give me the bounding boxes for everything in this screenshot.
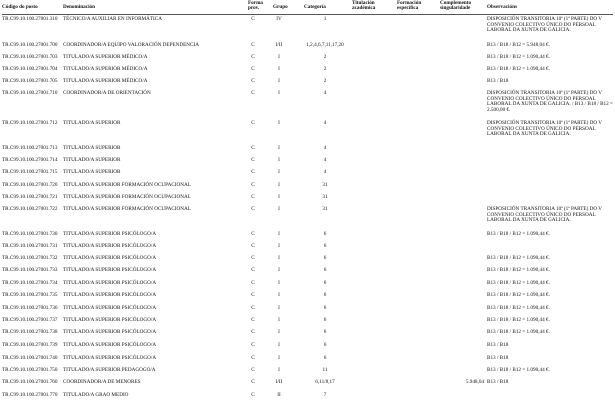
cell-denominacion: TITULADO/A SUPERIOR MÉDICO/A [63,66,148,72]
cell-denominacion: TITULADO/A SUPERIOR [63,157,121,163]
cell-grupo: I [278,231,280,237]
cell-denominacion: TITULADO/A SUPERIOR PSICÓLOGO/A [63,317,157,323]
cell-codigo: TR.C99.10.100.27001.730 [2,231,58,237]
cell-grupo: I [278,66,280,72]
cell-grupo: I [278,120,280,126]
cell-codigo: TR.C99.10.100.27001.733 [2,267,58,273]
cell-observacions: B13 / B18 / B12 = 5.948,04 €. [487,42,550,48]
cell-grupo: I [278,367,280,373]
header-titulacion: Titulación académica [352,0,376,12]
cell-forma: C [251,329,255,335]
header-complemento: Complemento singularidade [440,0,472,12]
cell-forma: C [251,317,255,323]
cell-observacions: B13 / B18 / B12 = 1.090,44 €. [487,367,550,373]
cell-forma: C [251,66,255,72]
cell-observacions: B13 / B18 / B12 = 1.090,44 €. [487,255,550,261]
cell-forma: C [251,90,255,96]
cell-denominacion: TITULADO/A SUPERIOR [63,120,121,126]
cell-grupo: I/II [275,42,283,48]
header-formacion: Formación específica [397,0,422,12]
cell-codigo: TR.C99.10.100.27001.715 [2,169,58,175]
cell-denominacion: COORDINADOR/A DE MENORES [63,379,141,385]
cell-categoria: 4 [323,169,327,175]
cell-grupo: I [278,194,280,200]
cell-denominacion: TITULADO/A SUPERIOR PSICÓLOGO/A [63,342,157,348]
header-forma: Forma prov. [248,0,263,12]
cell-grupo: I [278,182,280,188]
cell-forma: C [251,145,255,151]
cell-forma: C [251,16,255,22]
cell-codigo: TR.C99.10.100.27001.700 [2,42,58,48]
cell-forma: C [251,280,255,286]
cell-categoria: 11 [322,367,328,373]
cell-observacions: B13 / B18 / B12 = 1.090,44 €. [487,305,550,311]
cell-forma: C [251,267,255,273]
header-rule [2,14,613,15]
cell-forma: C [251,255,255,261]
cell-observacions: B13 / B18 / B12 = 1.090,44 €. [487,231,550,237]
cell-codigo: TR.C99.10.100.27001.704 [2,66,58,72]
cell-categoria: 31 [322,194,328,200]
cell-grupo: IV [276,16,282,22]
cell-denominacion: TITULADO/A SUPERIOR PSICÓLOGO/A [63,292,157,298]
cell-grupo: I [278,317,280,323]
cell-observacions: DISPOSICIÓN TRANSITORIA 10ª (1ª PARTE) DO V CONVENIO COLECTIVO ÚNICO DO PERSOAL LABORAL DA XUNTA DE GALICIA. / B13 / B18 / B12 = 2.500,00 €. [487,90,613,113]
cell-denominacion: TITULADO/A SUPERIOR PSICÓLOGO/A [63,255,157,261]
header-grupo: Grupo [273,4,288,10]
cell-categoria: 6 [323,267,327,273]
cell-codigo: TR.C99.10.100.27001.703 [2,54,58,60]
cell-forma: C [251,367,255,373]
cell-forma: C [251,243,255,249]
cell-denominacion: TITULADO/A GRAO MEDIO [63,392,129,398]
cell-denominacion: TITULADO/A SUPERIOR PSICÓLOGO/A [63,267,157,273]
cell-denominacion: TITULADO/A SUPERIOR PSICÓLOGO/A [63,280,157,286]
cell-grupo: I [278,342,280,348]
cell-categoria: 6 [323,305,327,311]
cell-codigo: TR.C99.10.100.27001.722 [2,206,58,212]
cell-denominacion: TITULADO/A SUPERIOR FORMACIÓN OCUPACIONAL [63,182,191,188]
cell-observacions: DISPOSICIÓN TRANSITORIA 10ª (1ª PARTE) DO V CONVENIO COLECTIVO ÚNICO DO PERSOAL LABORAL DA XUNTA DE GALICIA. [487,206,602,224]
cell-observacions: B13 / B18 / B12 = 1.090,44 €. [487,292,550,298]
cell-forma: C [251,231,255,237]
cell-grupo: I [278,157,280,163]
cell-denominacion: TITULADO/A SUPERIOR PSICÓLOGO/A [63,243,157,249]
cell-denominacion: TITULADO/A SUPERIOR PSICÓLOGO/A [63,231,157,237]
cell-grupo: I [278,292,280,298]
cell-denominacion: TITULADO/A SUPERIOR MÉDICO/A [63,78,148,84]
cell-grupo: I [278,169,280,175]
cell-forma: C [251,157,255,163]
header-observacions: Observacións [487,4,517,10]
cell-forma: C [251,78,255,84]
cell-grupo: I [278,243,280,249]
cell-denominacion: TITULADO/A SUPERIOR PSICÓLOGO/A [63,305,157,311]
cell-observacions: DISPOSICIÓN TRANSITORIA 10ª (1ª PARTE) DO V CONVENIO COLECTIVO ÚNICO DO PERSOAL LABORAL DA XUNTA DE GALICIA. [487,16,602,34]
cell-observacions: B13 / B18 [487,355,509,361]
cell-denominacion: TITULADO/A SUPERIOR FORMACIÓN OCUPACIONAL [63,206,191,212]
cell-denominacion: COORDINADOR/A DE ORIENTACIÓN [63,90,151,96]
cell-grupo: II [277,392,281,398]
cell-observacions: B13 / B18 / B12 = 1.090,44 €. [487,54,550,60]
cell-codigo: TR.C99.10.100.27001.735 [2,292,58,298]
cell-denominacion: TÉCNICO/A AUXILIAR EN INFORMÁTICA [63,16,162,22]
cell-grupo: I [278,280,280,286]
cell-categoria: 4 [323,145,327,151]
cell-observacions: DISPOSICIÓN TRANSITORIA 10ª (1ª PARTE) DO V CONVENIO COLECTIVO ÚNICO DO PERSOAL LABORAL DA XUNTA DE GALICIA. [487,120,602,138]
cell-complemento: 5.948,04 [465,379,484,385]
cell-grupo: I [278,329,280,335]
cell-forma: C [251,120,255,126]
cell-observacions: B13 / B18 / B12 = 1.090,44 €. [487,280,550,286]
cell-categoria: 31 [322,182,328,188]
cell-observacions: B13 / B18 [487,342,509,348]
cell-denominacion: TITULADO/A SUPERIOR PSICÓLOGO/A [63,329,157,335]
cell-grupo: I [278,206,280,212]
cell-forma: C [251,206,255,212]
cell-denominacion: COORDINADOR/A EQUIPO VALORACIÓN DEPENDENCIA [63,42,199,48]
cell-grupo: I [278,78,280,84]
cell-forma: C [251,182,255,188]
cell-forma: C [251,169,255,175]
cell-categoria: 2 [323,66,327,72]
cell-categoria: 6 [323,342,327,348]
cell-codigo: TR.C99.10.100.27001.720 [2,182,58,188]
cell-codigo: TR.C99.10.100.27001.732 [2,255,58,261]
cell-denominacion: TITULADO/A SUPERIOR PSICÓLOGO/A [63,355,157,361]
cell-categoria: 6 [323,231,327,237]
cell-observacions: B13 / B18 [487,379,509,385]
cell-forma: C [251,379,255,385]
cell-codigo: TR.C99.10.100.27001.760 [2,379,58,385]
cell-forma: C [251,194,255,200]
cell-codigo: TR.C99.10.100.27001.721 [2,194,58,200]
cell-grupo: I [278,267,280,273]
cell-grupo: I [278,145,280,151]
cell-categoria: 1 [323,16,327,22]
cell-categoria: 31 [322,206,328,212]
cell-categoria: 2 [323,54,327,60]
cell-codigo: TR.C99.10.100.27001.736 [2,305,58,311]
cell-observacions: B13 / B18 / B12 = 1.090,44 €. [487,66,550,72]
header-codigo: Código do posto [2,4,38,10]
cell-forma: C [251,305,255,311]
cell-codigo: TR.C99.10.100.27001.734 [2,280,58,286]
cell-codigo: TR.C99.10.100.27001.770 [2,392,58,398]
cell-codigo: TR.C99.10.100.27001.737 [2,317,58,323]
cell-grupo: I [278,355,280,361]
cell-categoria: 4 [323,90,327,96]
cell-grupo: I [278,90,280,96]
cell-codigo: TR.C99.10.100.27001.750 [2,367,58,373]
cell-codigo: TR.C99.10.100.27001.739 [2,342,58,348]
cell-forma: C [251,392,255,398]
cell-codigo: TR.C99.10.100.27001.710 [2,90,58,96]
cell-denominacion: TITULADO/A SUPERIOR FORMACIÓN OCUPACIONAL [63,194,191,200]
cell-denominacion: TITULADO/A SUPERIOR [63,169,121,175]
cell-forma: C [251,54,255,60]
cell-categoria: 6 [323,317,327,323]
cell-categoria: 2 [323,78,327,84]
cell-codigo: TR.C99.10.100.27001.738 [2,329,58,335]
cell-categoria: 6 [323,292,327,298]
cell-forma: C [251,292,255,298]
cell-observacions: B13 / B18 / B12 = 1.090,44 €. [487,267,550,273]
cell-categoria: 6 [323,329,327,335]
cell-codigo: TR.C99.10.100.27001.705 [2,78,58,84]
cell-categoria: 6 [323,355,327,361]
cell-codigo: TR.C99.10.100.27001.310 [2,16,58,22]
cell-denominacion: TITULADO/A SUPERIOR PEDAGOGO/A [63,367,156,373]
cell-categoria: 6 [323,255,327,261]
cell-grupo: I [278,54,280,60]
cell-categoria: 1,2,4,6,7,11,17,20 [306,42,344,48]
cell-codigo: TR.C99.10.100.27001.714 [2,157,58,163]
cell-denominacion: TITULADO/A SUPERIOR MÉDICO/A [63,54,148,60]
header-denominacion: Denominación [63,4,95,10]
cell-grupo: I [278,305,280,311]
cell-observacions: B13 / B18 [487,78,509,84]
cell-categoria: 6,11/8,17 [315,379,335,385]
cell-forma: C [251,355,255,361]
cell-forma: C [251,42,255,48]
cell-codigo: TR.C99.10.100.27001.740 [2,355,58,361]
cell-observacions: B13 / B18 / B12 = 1.090,44 €. [487,329,550,335]
cell-forma: C [251,342,255,348]
cell-grupo: I [278,255,280,261]
cell-categoria: 4 [323,120,327,126]
cell-denominacion: TITULADO/A SUPERIOR [63,145,121,151]
cell-categoria: 6 [323,243,327,249]
cell-categoria: 7 [323,392,327,398]
cell-codigo: TR.C99.10.100.27001.712 [2,120,58,126]
cell-codigo: TR.C99.10.100.27001.713 [2,145,58,151]
header-categoria: Categoría [304,4,326,10]
cell-codigo: TR.C99.10.100.27001.731 [2,243,58,249]
cell-categoria: 6 [323,280,327,286]
cell-observacions: B13 / B18 / B12 = 1.090,44 €. [487,317,550,323]
cell-categoria: 4 [323,157,327,163]
cell-grupo: I/II [275,379,283,385]
